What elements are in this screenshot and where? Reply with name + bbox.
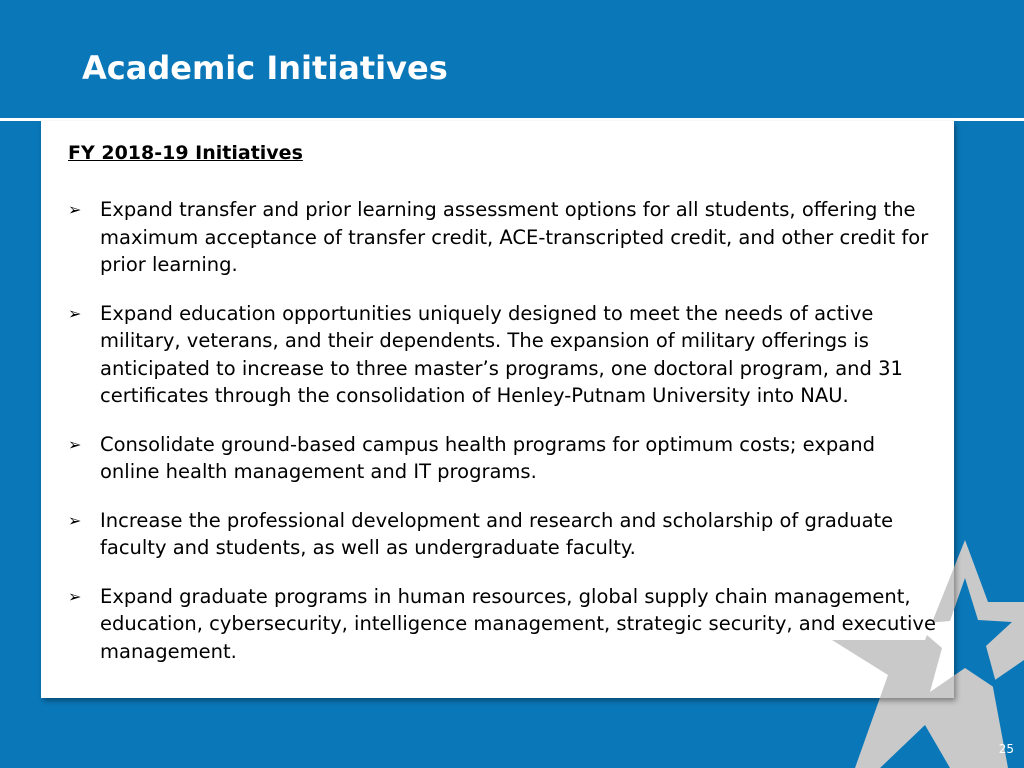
page-title: Academic Initiatives [82,49,448,87]
list-item-text: Expand graduate programs in human resources, global supply chain management, education, cybersecurity, intelligence management, strategic security, and executive management. [100,584,936,663]
list-item [68,583,938,666]
content-panel [41,121,954,698]
list-item-text: Expand transfer and prior learning assessment options for all students, offering the maximum acceptance of transfer credit, ACE-transcripted credit, and other credit for prior learning. [100,198,929,276]
list-item-text: Increase the professional development and research and scholarship of graduate faculty and students, as well as undergraduate faculty. [100,508,894,559]
initiatives-list [68,196,938,686]
page-number: 25 [998,742,1014,756]
list-item [68,507,938,562]
list-item [68,431,938,486]
section-heading: FY 2018-19 Initiatives [68,142,303,164]
arrowhead-bullet-icon: ➢ [68,510,82,530]
arrowhead-bullet-icon: ➢ [68,434,82,454]
list-item-text: Expand education opportunities uniquely designed to meet the needs of active military, veterans, and their dependents. The expansion of military offerings is anticipated to increase to three master’s programs, one doctoral program, and 31 certificates through the consolidation of Henley-Putnam University into NAU. [100,301,903,407]
arrowhead-bullet-icon: ➢ [68,303,82,323]
list-item [68,300,938,410]
arrowhead-bullet-icon: ➢ [68,586,82,606]
arrowhead-bullet-icon: ➢ [68,200,82,219]
list-item-text: Consolidate ground-based campus health programs for optimum costs; expand online health management and IT programs. [100,432,875,483]
list-item [68,196,938,279]
